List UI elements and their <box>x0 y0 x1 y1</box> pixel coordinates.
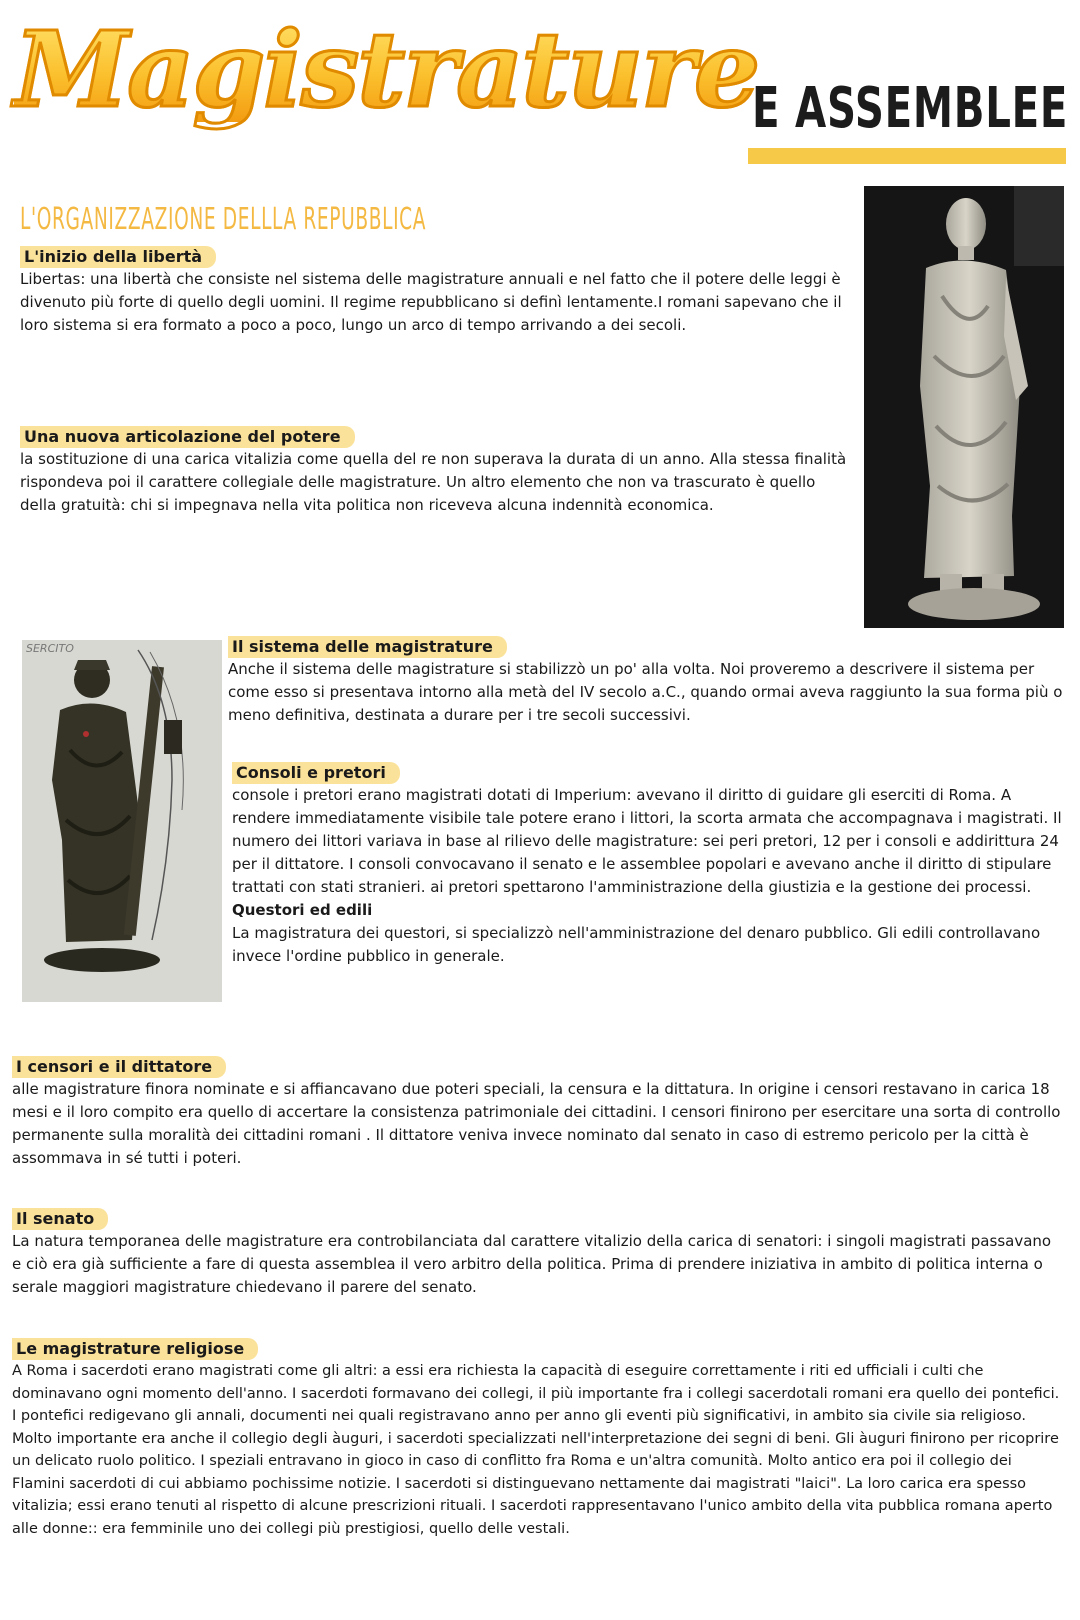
heading-articolazione: Una nuova articolazione del potere <box>20 426 355 448</box>
section-religiose <box>12 1338 1064 1540</box>
text-religiose: A Roma i sacerdoti erano magistrati come gli altri: a essi era richiesta la capacità di eseguire correttamente i riti ed ufficiali i culti che dominavano ogni momento dell'anno. I sacerdoti formavano dei collegi, il più importante fra i collegi sacerdotali romani era quello dei pontefici. I pontefici redigevano gli annali, documenti nei quali registravano anno per anno gli eventi più significativi, in ambito sia civile sia religioso. Molto importante era anche il collegio degli àuguri, i sacerdoti specializzati nell'interpretazione dei segni di beni. Gli àuguri finirono per ricoprire un delicato ruolo politico. I speziali entravano in gioco in caso di conflitto fra Roma e un'altra comunità. Molto antico era poi il collegio dei Flamini sacerdoti di cui abbiamo pochissime notizie. I sacerdoti si distinguevano nettamente dai magistrati "laici". La loro carica era spesso vitalizia; essi erano tenuti al rispetto di alcune prescrizioni rituali. I sacerdoti rappresentavano l'unico ambito della vita pubblica romana aperto alle donne:: era femminile uno dei collegi più prestigiosi, quello delle vestali. <box>12 1363 1060 1537</box>
bronze-statue-image <box>22 640 222 1002</box>
text-consoli: console i pretori erano magistrati dotati di Imperium: avevano il diritto di guidare gli eserciti di Roma. A rendere immediatamente visibile tale potere erano i littori, la scorta armata che accompagnava i magistrati. Il numero dei littori variava in base al rilievo delle magistrature: sei peri pretori, 12 per i consoli e addirittura 24 per il dittatore. I consoli convocavano il senato e le assemblee popolari e avevano anche il diritto di stipulare trattati con stati stranieri. ai pretori spettarono l'amministrazione della giustizia e la gestione dei processi. <box>232 786 1062 896</box>
heading-questori: Questori ed edili <box>232 901 373 919</box>
section-liberta <box>20 246 856 337</box>
statue-toga-illustration <box>864 186 1064 628</box>
image-caption-fragment: SERCITO <box>26 642 74 655</box>
heading-consoli: Consoli e pretori <box>232 762 400 784</box>
bronze-statue-illustration <box>22 640 222 1002</box>
title-underline <box>748 148 1066 164</box>
heading-senato: Il senato <box>12 1208 108 1230</box>
section-consoli <box>232 762 1064 968</box>
section-articolazione <box>20 426 856 517</box>
text-sistema: Anche il sistema delle magistrature si stabilizzò un po' alla volta. Noi proveremo a descrivere il sistema per come esso si presentava intorno alla metà del IV secolo a.C., quando ormai aveva raggiunto la sua forma più o meno definitiva, destinata a durare per i tre secoli successivi. <box>228 660 1063 724</box>
text-senato: La natura temporanea delle magistrature era controbilanciata dal carattere vitalizio della carica di senatori: i singoli magistrati passavano e ciò era già sufficiente a fare di questa assemblea il vero arbitro della politica. Prima di prendere iniziativa in ambito di politica interna o serale maggiori magistrature chiedevano il parere del senato. <box>12 1232 1052 1296</box>
heading-sistema: Il sistema delle magistrature <box>228 636 507 658</box>
page-title: Magistrature <box>14 8 759 131</box>
text-censori: alle magistrature finora nominate e si affiancavano due poteri speciali, la censura e la dittatura. In origine i censori restavano in carica 18 mesi e il loro compito era quello di accertare la consistenza patrimoniale dei cittadini. I censori finirono per esercitare una sorta di controllo permanente sulla moralità dei cittadini romani . Il dittatore veniva invece nominato dal senato in caso di estremo pericolo per la città è assommava in sé tutti i poteri. <box>12 1080 1061 1167</box>
text-questori: La magistratura dei questori, si specializzò nell'amministrazione del denaro pubblico. Gli edili controllavano invece l'ordine pubblico in generale. <box>232 924 1041 965</box>
text-liberta: Libertas: una libertà che consiste nel sistema delle magistrature annuali e nel fatto che il potere delle leggi è divenuto più forte di quello degli uomini. Il regime repubblicano si definì lentamente.I romani sapevano che il loro sistema si era formato a poco a poco, lungo un arco di tempo arrivando a dei secoli. <box>20 270 842 334</box>
heading-censori: I censori e il dittatore <box>12 1056 226 1078</box>
section-title: L'ORGANIZZAZIONE DELLLA REPUBBLICA <box>20 202 427 237</box>
page-subtitle: E ASSEMBLEE <box>752 76 1069 141</box>
heading-liberta: L'inizio della libertà <box>20 246 216 268</box>
heading-religiose: Le magistrature religiose <box>12 1338 258 1360</box>
section-senato <box>12 1208 1064 1299</box>
section-censori <box>12 1056 1064 1170</box>
statue-toga-image <box>864 186 1064 628</box>
text-articolazione: la sostituzione di una carica vitalizia come quella del re non superava la durata di un anno. Alla stessa finalità rispondeva poi il carattere collegiale delle magistrature. Un altro elemento che non va trascurato è quello della gratuità: chi si impegnava nella vita politica non riceveva alcuna indennità economica. <box>20 450 847 514</box>
section-sistema <box>228 636 1064 727</box>
